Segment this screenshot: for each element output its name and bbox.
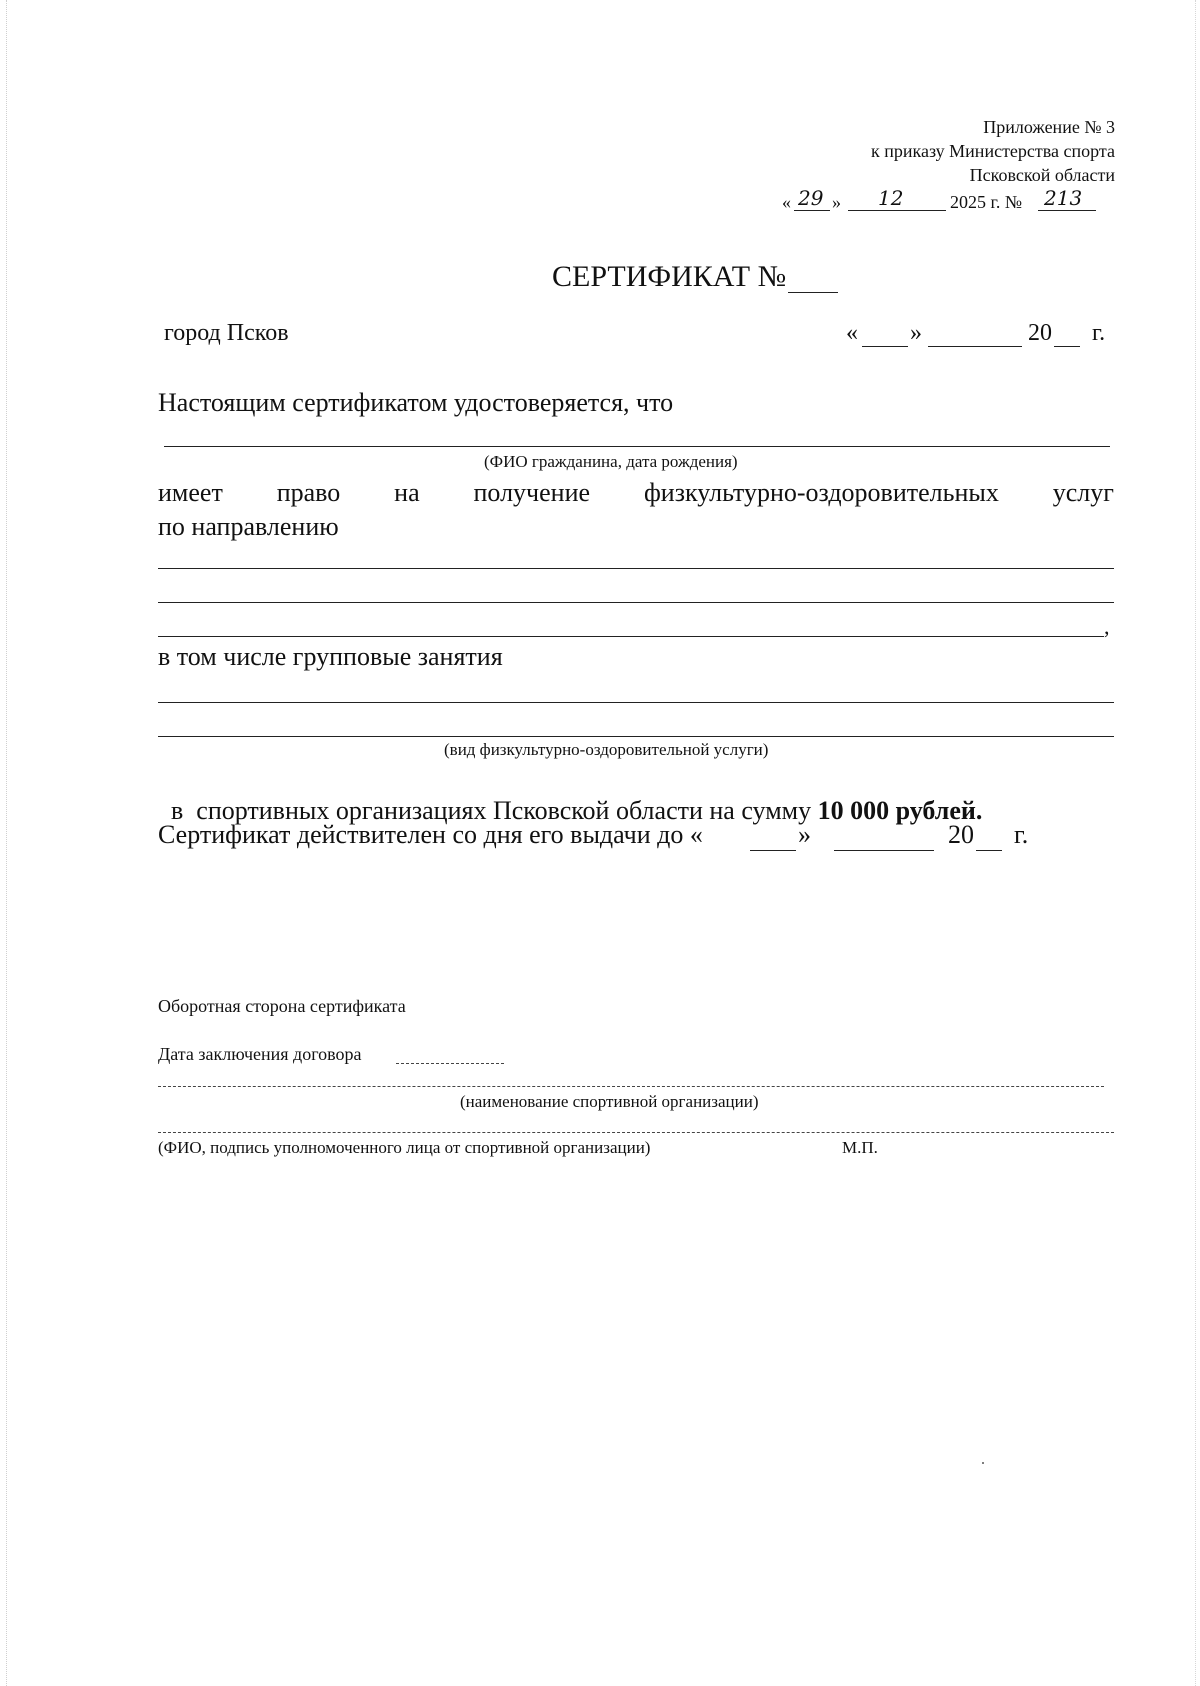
signature-caption: (ФИО, подпись уполномоченного лица от спортивной организации) [158,1138,651,1157]
group-line-1 [158,702,1114,703]
contract-date-label: Дата заключения договора [158,1044,362,1064]
appendix-month: 12 [878,186,904,210]
scan-edge-left [6,0,7,1686]
rights-word-6: услуг [1052,478,1114,507]
validity-year-suffix: г. [1014,820,1029,849]
rights-word-1: имеет [158,478,223,507]
contract-date-line [396,1063,504,1064]
direction-line-3 [158,636,1104,637]
appendix-order-number: 213 [1044,186,1083,210]
direction-text: по направлению [158,512,339,541]
appendix-date-row [782,186,1112,216]
appendix-region: Псковской области [969,165,1115,185]
appendix-number: Приложение № 3 [983,117,1115,137]
validity-year-prefix: 20 [948,820,974,849]
scan-edge-right [1195,0,1196,1686]
certificate-number-blank [788,292,838,293]
intro-text: Настоящим сертификатом удостоверяется, что [158,388,674,417]
rights-line [158,478,1114,508]
orgs-text: в спортивных организациях Псковской области на сумму [171,796,818,825]
reverse-heading: Оборотная сторона сертификата [158,996,406,1016]
rights-word-5: физкультурно-оздоровительных [643,478,999,507]
city-date-row [846,320,1116,352]
orgs-line [158,766,982,826]
appendix-block [871,115,1115,187]
city-date-open: « [846,320,858,346]
direction-line-2 [158,602,1114,603]
rights-word-2: право [276,478,341,507]
certificate-title [552,260,786,294]
validity-close: » [798,820,811,849]
rights-word-4: получение [473,478,591,507]
group-line-2 [158,736,1114,737]
service-caption: (вид физкультурно-оздоровительной услуги) [444,740,769,759]
appendix-day: 29 [798,186,824,210]
org-caption: (наименование спортивной организации) [460,1092,759,1111]
city-label: город Псков [164,320,289,346]
signature-line [158,1132,1114,1133]
amount-text: 10 000 рублей. [817,796,983,825]
fio-line [164,446,1110,447]
appendix-date-open: « [782,192,791,212]
direction-comma: , [1104,614,1110,639]
org-name-line [158,1086,1104,1087]
city-year-suffix: г. [1092,320,1106,346]
stamp-label: М.П. [842,1138,878,1157]
rights-word-3: на [394,478,420,507]
group-text: в том числе групповые занятия [158,642,503,671]
appendix-year-text: 2025 г. № [950,192,1023,212]
city-year-prefix: 20 [1028,320,1052,346]
appendix-date-close: » [832,192,841,212]
appendix-order-ref: к приказу Министерства спорта [870,141,1115,161]
fio-caption: (ФИО гражданина, дата рождения) [484,452,738,471]
validity-text: Сертификат действителен со дня его выдачи до « [158,820,703,849]
certificate-title-text: СЕРТИФИКАТ № [552,260,787,293]
scan-speck [982,1462,984,1464]
direction-line-1 [158,568,1114,569]
validity-row [158,820,1058,856]
city-date-close: » [910,320,922,346]
